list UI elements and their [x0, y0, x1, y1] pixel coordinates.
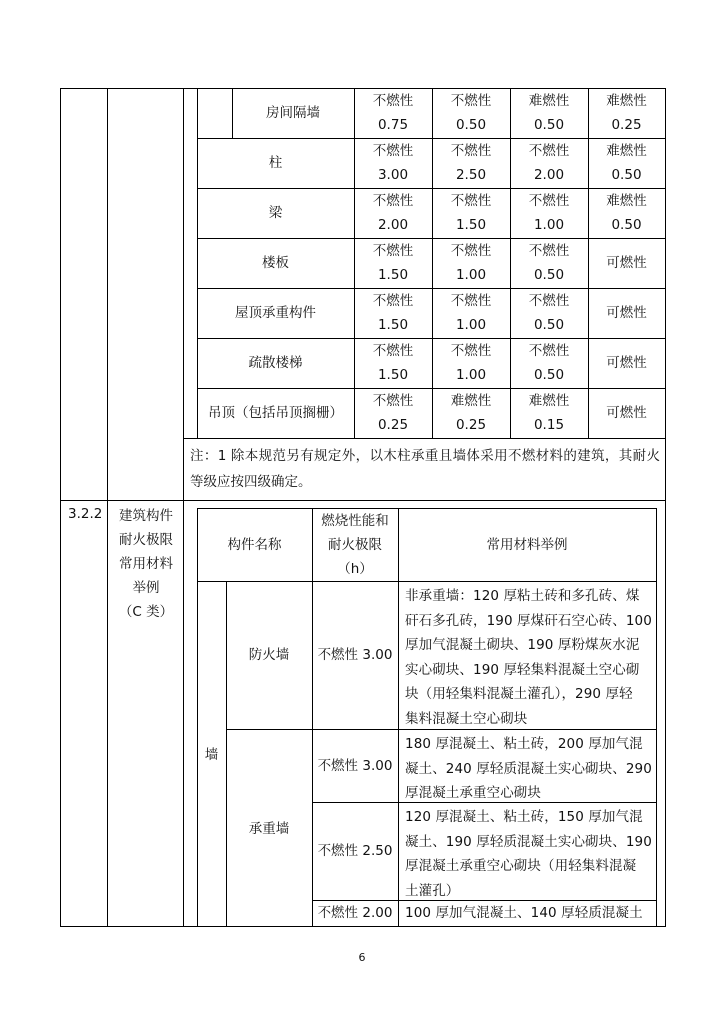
t1-cell: 可燃性: [606, 305, 647, 321]
outer-section-divider: [60, 500, 666, 501]
outer-col-divider-2: [183, 88, 184, 926]
t2-group-wall: 墙: [204, 747, 219, 763]
t1-cell: 不燃性 2.00: [372, 193, 414, 233]
t1-cell: 不燃性 1.00: [450, 343, 492, 383]
t1-cell: 难燃性 0.25: [606, 93, 647, 133]
table-note: 注：1 除本规范另有规定外，以木柱承重且墙体采用不燃材料的建筑，其耐火等级应按四级确定。: [190, 448, 660, 490]
t1-cell: 可燃性: [606, 255, 647, 271]
t1-cell: 难燃性 0.50: [528, 93, 570, 133]
t1-bottom-line: [183, 438, 665, 439]
section-number: 3.2.2: [68, 506, 103, 522]
outer-right-border: [665, 88, 666, 926]
section-title: 建筑构件 耐火极限 常用材料 举例 （C 类）: [118, 508, 174, 620]
t1-cell: 难燃性 0.50: [606, 193, 647, 233]
t2-bearing-materials: 180 厚混凝土、粘土砖，200 厚加气混 凝土、240 厚轻质混凝土实心砌块、290 厚混凝土承重空心砌块: [405, 736, 652, 801]
t1-row-name: 屋顶承重构件: [235, 305, 316, 321]
t1-row-name: 梁: [268, 205, 283, 221]
t1-cell: 不燃性 1.00: [450, 293, 492, 333]
t1-cell: 难燃性 0.50: [606, 143, 647, 183]
t1-cell: 难燃性 0.15: [528, 393, 570, 433]
t2-header-component: 构件名称: [227, 536, 282, 553]
t1-cell: 不燃性 1.00: [450, 243, 492, 283]
outer-bottom-border: [60, 926, 666, 927]
t1-row-name: 柱: [268, 155, 283, 171]
t1-cell: 不燃性 0.75: [372, 93, 414, 133]
t2-bearing-materials: 100 厚加气混凝土、140 厚轻质混凝土: [405, 905, 643, 921]
t1-cell: 不燃性 1.00: [528, 193, 570, 233]
t1-cell: 不燃性 0.50: [528, 243, 570, 283]
t1-cell: 不燃性 3.00: [372, 143, 414, 183]
t1-cell: 不燃性 1.50: [372, 343, 414, 383]
t1-cell: 不燃性 0.50: [450, 93, 492, 133]
t1-row-name: 疏散楼梯: [248, 355, 303, 371]
t1-cell: 可燃性: [606, 355, 647, 371]
t2-bearing-perf: 不燃性 2.00: [317, 905, 393, 921]
t2-header-materials: 常用材料举例: [486, 536, 568, 553]
t2-firewall-materials: 非承重墙：120 厚粘土砖和多孔砖、煤 矸石多孔砖，190 厚煤矸石空心砖、100 厚加气混凝土砌块、190 厚粉煤灰水泥 实心砌块、190 厚轻集料混凝土空心砌 块（用轻集料混凝土灌孔），290 厚轻 集料混凝土空心砌块: [405, 588, 652, 727]
t2-right-border: [656, 508, 657, 926]
t1-cell: 不燃性 0.50: [528, 343, 570, 383]
page-number: 6: [358, 951, 366, 964]
t2-header-perf: 燃烧性能和 耐火极限 （h）: [321, 512, 389, 577]
t1-cell: 难燃性 0.25: [450, 393, 492, 433]
t1-cell: 不燃性 2.00: [528, 143, 570, 183]
t1-cell: 不燃性 1.50: [372, 293, 414, 333]
t2-bearing-name: 承重墙: [248, 821, 290, 837]
t2-bearing-perf: 不燃性 3.00: [317, 757, 393, 774]
t1-row-name: 楼板: [262, 255, 289, 271]
t1-cell: 可燃性: [606, 405, 647, 421]
t1-row-name: 房间隔墙: [266, 105, 320, 121]
t2-firewall-perf: 不燃性 3.00: [317, 647, 393, 663]
t2-bearing-materials: 120 厚混凝土、粘土砖，150 厚加气混 凝土、190 厚轻质混凝土实心砌块、190 厚混凝土承重空心砌块（用轻集料混凝 土灌孔）: [405, 809, 652, 899]
t1-cell: 不燃性 1.50: [450, 193, 492, 233]
t2-bearing-perf: 不燃性 2.50: [317, 843, 393, 859]
outer-left-border: [60, 88, 61, 926]
t1-cell: 不燃性 1.50: [372, 243, 414, 283]
t1-cell: 不燃性 0.25: [372, 393, 414, 433]
t2-firewall-name: 防火墙: [248, 647, 290, 663]
t1-cell: 不燃性 0.50: [528, 293, 570, 333]
t1-row-name: 吊顶（包括吊顶搁栅）: [208, 405, 343, 421]
outer-col-divider-1: [107, 88, 108, 926]
t1-cell: 不燃性 2.50: [450, 143, 492, 183]
